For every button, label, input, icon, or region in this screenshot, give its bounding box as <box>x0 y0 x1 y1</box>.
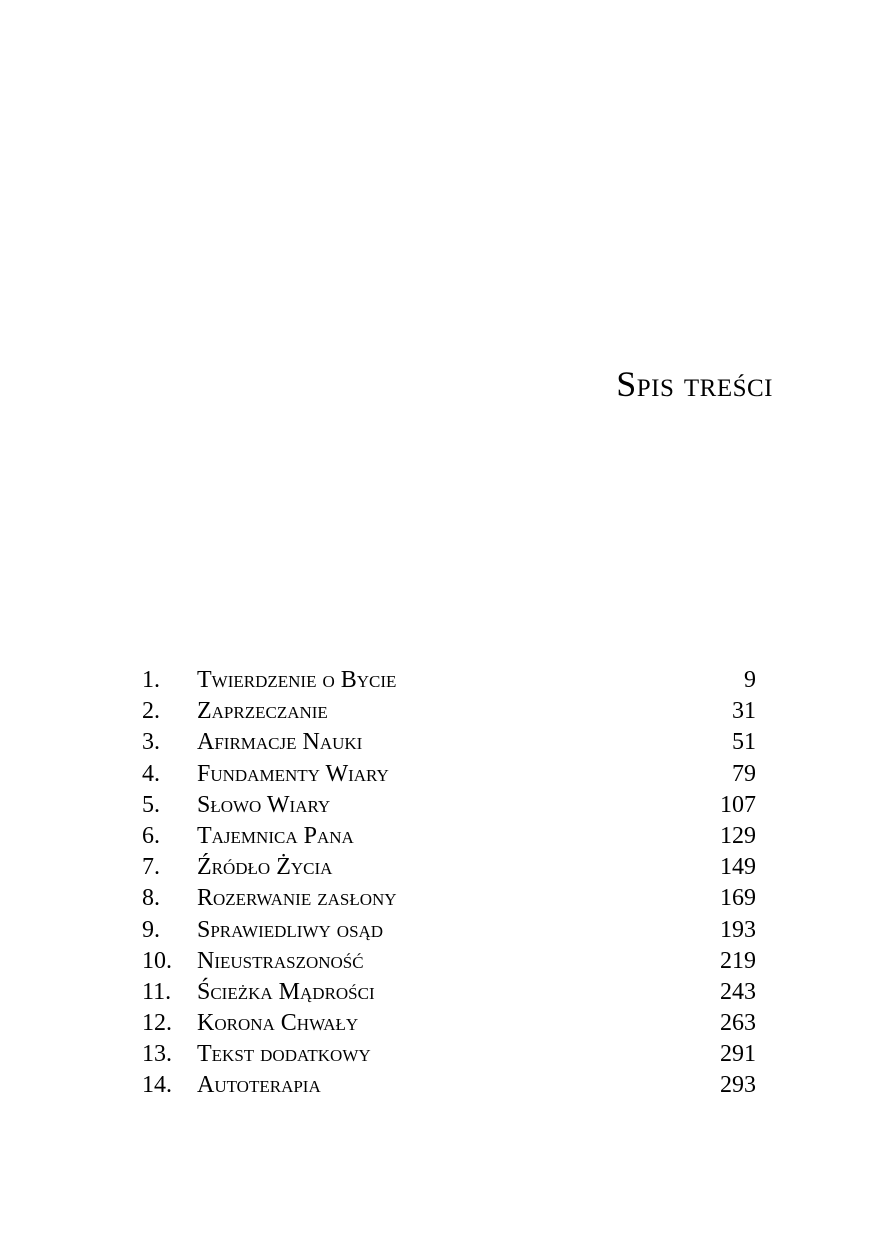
toc-entry[interactable] <box>142 883 756 914</box>
toc-entry-title: Tajemnica Pana <box>197 822 354 849</box>
toc-entry-page: 293 <box>720 1072 756 1099</box>
toc-entry-number: 12. <box>142 1010 172 1037</box>
toc-entry[interactable] <box>142 946 756 977</box>
toc-entry-page: 51 <box>732 729 756 756</box>
toc-entry-title: Nieustraszoność <box>197 947 364 974</box>
toc-entry-title: Słowo Wiary <box>197 791 331 818</box>
toc-entry-page: 129 <box>720 822 756 849</box>
toc-entry[interactable] <box>142 665 756 696</box>
toc-entry[interactable] <box>142 759 756 790</box>
toc-entry[interactable] <box>142 790 756 821</box>
toc-entry[interactable] <box>142 915 756 946</box>
toc-entry-number: 2. <box>142 698 160 725</box>
toc-entry-page: 149 <box>720 854 756 881</box>
toc-entry-title: Tekst dodatkowy <box>197 1041 371 1068</box>
toc-entry-number: 6. <box>142 822 160 849</box>
toc-entry-page: 291 <box>720 1041 756 1068</box>
toc-entry[interactable] <box>142 1008 756 1039</box>
toc-entry-title: Zaprzeczanie <box>197 698 328 725</box>
toc-entry[interactable] <box>142 852 756 883</box>
toc-entry-number: 4. <box>142 760 160 787</box>
page-title: Spis treści <box>616 364 773 404</box>
toc-entry-page: 31 <box>732 698 756 725</box>
toc-entry-number: 14. <box>142 1072 172 1099</box>
toc-entry-page: 193 <box>720 916 756 943</box>
toc-entry-title: Korona Chwały <box>197 1010 359 1037</box>
toc-entry[interactable] <box>142 821 756 852</box>
toc-entry-page: 9 <box>744 667 756 693</box>
toc-entry-number: 3. <box>142 729 160 756</box>
toc-entry-page: 169 <box>720 885 756 912</box>
toc-entry-title: Ścieżka Mądrości <box>197 978 375 1005</box>
toc-entry-page: 219 <box>720 947 756 974</box>
toc-entry-title: Afirmacje Nauki <box>197 729 363 756</box>
toc-entry-number: 10. <box>142 947 172 974</box>
toc-entry[interactable] <box>142 1070 756 1101</box>
toc-entry-number: 1. <box>142 667 160 693</box>
toc-entry-page: 107 <box>720 791 756 818</box>
toc-entry[interactable] <box>142 727 756 758</box>
toc-entry-page: 263 <box>720 1010 756 1037</box>
toc-entry[interactable] <box>142 977 756 1008</box>
toc-entry-page: 79 <box>732 760 756 787</box>
toc-entry-number: 7. <box>142 854 160 881</box>
toc-entry-number: 8. <box>142 885 160 912</box>
toc-entry-number: 11. <box>142 978 172 1005</box>
table-of-contents <box>142 665 756 1102</box>
toc-entry[interactable] <box>142 1039 756 1070</box>
toc-entry-title: Źródło Życia <box>197 854 333 881</box>
toc-entry-title: Autoterapia <box>197 1072 321 1099</box>
toc-entry-number: 9. <box>142 916 160 943</box>
toc-entry-title: Fundamenty Wiary <box>197 760 389 787</box>
toc-entry-title: Sprawiedliwy osąd <box>197 916 384 943</box>
toc-entry-title: Twierdzenie o Bycie <box>197 667 397 693</box>
toc-entry-number: 5. <box>142 791 160 818</box>
toc-entry[interactable] <box>142 696 756 727</box>
toc-entry-page: 243 <box>720 978 756 1005</box>
toc-entry-number: 13. <box>142 1041 172 1068</box>
toc-entry-title: Rozerwanie zasłony <box>197 885 397 912</box>
